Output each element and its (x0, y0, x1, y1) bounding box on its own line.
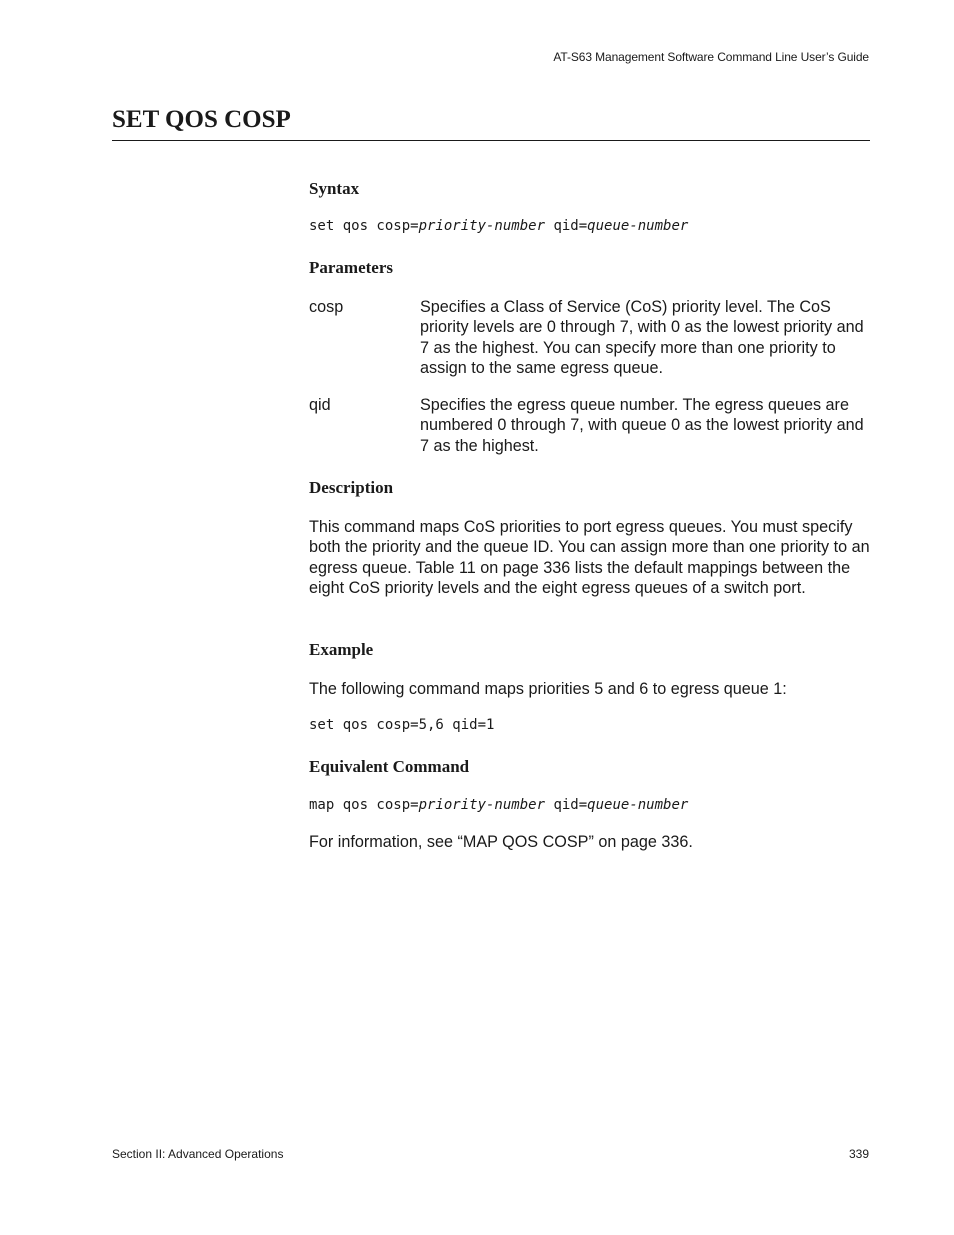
syntax-arg-queue: queue-number (587, 218, 689, 234)
param-desc-qid: Specifies the egress queue number. The egress queues are numbered 0 through 7, with queue 0 as the lowest priority and 7 as the highest. (420, 396, 864, 455)
param-name-qid: qid (309, 396, 331, 414)
syntax-command (309, 218, 688, 234)
footer-page-number: 339 (848, 1147, 869, 1161)
syntax-cmd: set qos cosp= (309, 218, 419, 234)
equivalent-arg-priority: priority-number (418, 797, 546, 813)
syntax-mid: qid= (545, 218, 588, 234)
example-text: The following command maps priorities 5 and 6 to egress queue 1: (309, 680, 787, 698)
page-title: SET QOS COSP (112, 106, 291, 133)
syntax-heading: Syntax (309, 179, 360, 198)
description-heading: Description (309, 478, 394, 497)
equivalent-mid: qid= (545, 797, 588, 813)
equivalent-note: For information, see “MAP QOS COSP” on page 336. (309, 833, 693, 851)
param-name-cosp: cosp (309, 298, 344, 316)
equivalent-command (309, 797, 688, 813)
equivalent-heading: Equivalent Command (309, 757, 470, 776)
equivalent-cmd: map qos cosp= (309, 797, 419, 813)
footer-section: Section II: Advanced Operations (112, 1147, 284, 1161)
running-header: AT-S63 Management Software Command Line User’s Guide (553, 50, 869, 64)
description-text: This command maps CoS priorities to port egress queues. You must specify both the priority and the queue ID. You can assign more than one priority to an egress queue. Table 11 on page 336 lists the default mappings between the eight CoS priority levels and the eight egress queues of a switch port. (309, 518, 870, 598)
parameters-heading: Parameters (309, 258, 394, 277)
example-heading: Example (309, 640, 374, 659)
param-desc-cosp: Specifies a Class of Service (CoS) priority level. The CoS priority levels are 0 through 7, with 0 as the lowest priority and 7 as the highest. You can specify more than one priority to assign to the same egress queue. (420, 298, 864, 378)
example-code: set qos cosp=5,6 qid=1 (309, 717, 495, 733)
equivalent-arg-queue: queue-number (587, 797, 689, 813)
title-rule (112, 140, 870, 141)
syntax-arg-priority: priority-number (418, 218, 546, 234)
